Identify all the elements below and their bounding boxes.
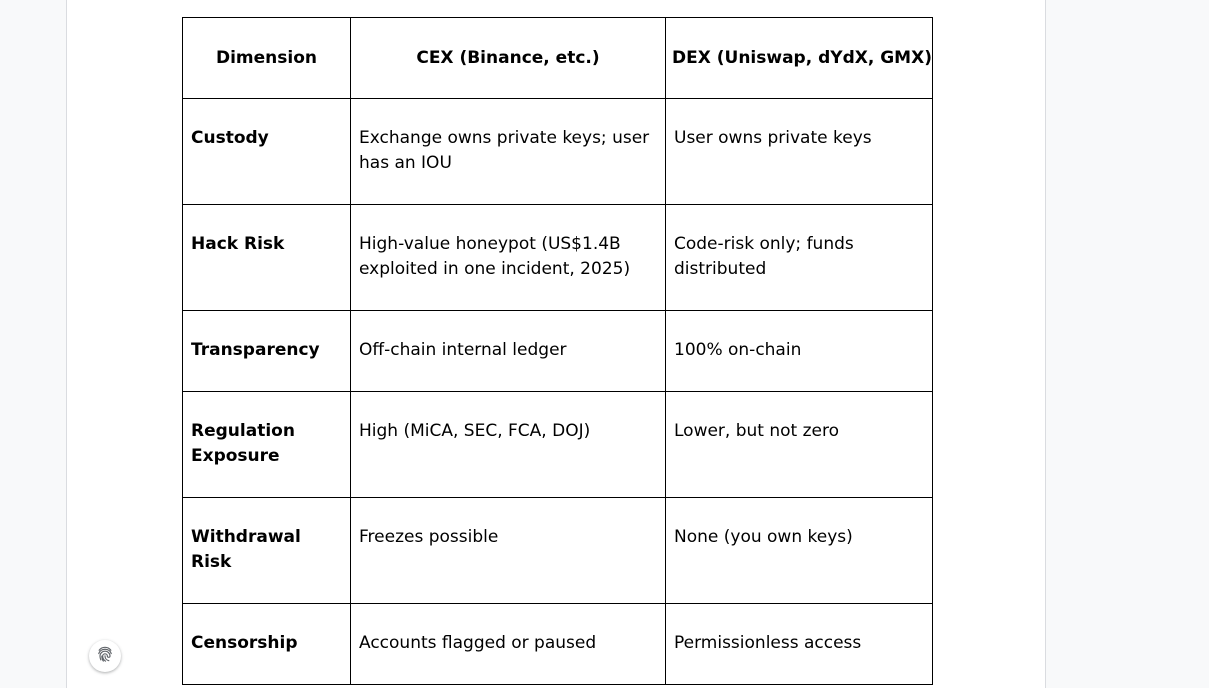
row-dex-value: Code-risk only; funds distributed [666,205,933,311]
row-dimension: Custody [183,99,351,205]
header-dimension: Dimension [183,18,351,99]
header-cex: CEX (Binance, etc.) [351,18,666,99]
fingerprint-button[interactable] [89,640,121,672]
row-cex-value: Accounts flagged or paused [351,604,666,685]
table-row [183,311,933,392]
table-row [183,392,933,498]
row-dex-value: None (you own keys) [666,498,933,604]
row-dex-value: User owns private keys [666,99,933,205]
table-row [183,604,933,685]
row-dex-value: 100% on-chain [666,311,933,392]
row-dimension: Regulation Exposure [183,392,351,498]
row-dimension: Hack Risk [183,205,351,311]
table-row [183,498,933,604]
row-cex-value: High-value honeypot (US$1.4B exploited in one incident, 2025) [351,205,666,311]
row-cex-value: Freezes possible [351,498,666,604]
row-dimension: Transparency [183,311,351,392]
table-row [183,205,933,311]
row-cex-value: High (MiCA, SEC, FCA, DOJ) [351,392,666,498]
table-row [183,99,933,205]
comparison-table [182,17,933,685]
row-dex-value: Lower, but not zero [666,392,933,498]
row-dimension: Censorship [183,604,351,685]
fingerprint-icon [95,644,115,668]
header-dex: DEX (Uniswap, dYdX, GMX) [666,18,933,99]
document-page [66,0,1046,688]
row-dex-value: Permissionless access [666,604,933,685]
row-dimension: Withdrawal Risk [183,498,351,604]
table-header-row [183,18,933,99]
row-cex-value: Exchange owns private keys; user has an IOU [351,99,666,205]
row-cex-value: Off-chain internal ledger [351,311,666,392]
